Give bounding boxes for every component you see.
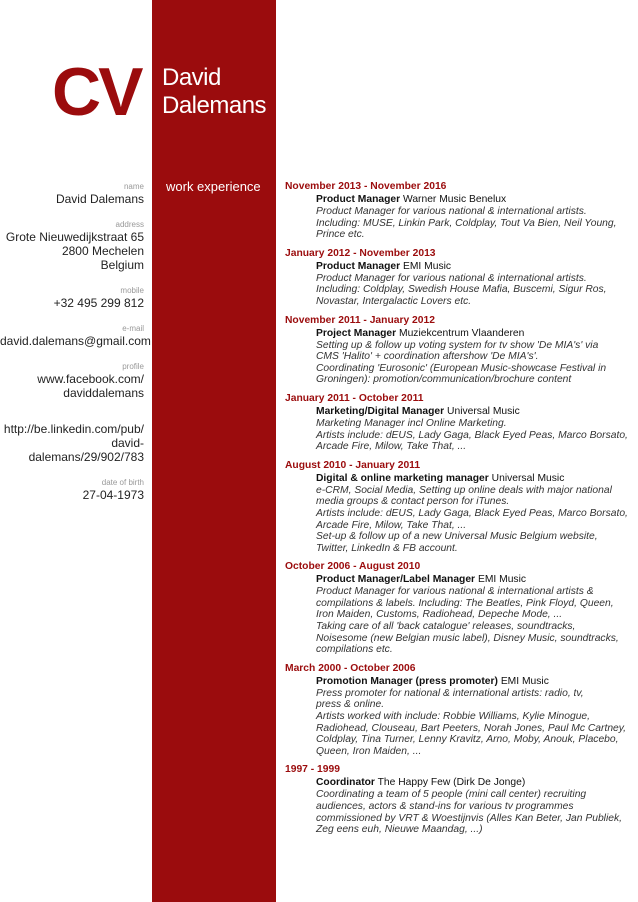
contact-mobile <box>0 286 144 310</box>
job-company: Warner Music Benelux <box>402 194 507 205</box>
first-name: David <box>162 64 221 91</box>
job-description: Press promoter for national & international artists: radio, tv, press & online. Artists worked with include: Robbie Williams, Kylie Minogue, Radiohead, Clouseau, Bart Peeters, Norah Jones, Paul Mc Cartney, Coldplay, Tina Turner, Lenny Kravitz, Arno, Moby, Anouk, Placebo, Queen, Iron Maiden, ... <box>316 687 627 757</box>
job-period: November 2013 - November 2016 <box>285 181 447 192</box>
work-experience-list <box>285 180 630 842</box>
job-period: January 2012 - November 2013 <box>285 247 436 259</box>
contact-label: date of birth <box>101 478 144 487</box>
contact-value: +32 495 299 812 <box>53 296 144 310</box>
job-role: Coordinator <box>316 777 375 789</box>
contact-value: 27-04-1973 <box>82 488 144 502</box>
contact-email <box>0 324 151 348</box>
job-company: Universal Music <box>447 405 520 417</box>
job-description: Coordinating a team of 5 people (mini call center) recruiting audiences, actors & stand-ins for various tv programmes commissioned by VRT & Woestijnvis (Alles Kan Beter, Jan Publiek, Zeg eens euh, Nieuwe Maandag, ...) <box>316 789 622 836</box>
accent-column <box>152 0 276 902</box>
job-company: EMI Music <box>500 675 549 687</box>
job-entry <box>285 662 630 758</box>
job-entry <box>285 247 630 308</box>
job-entry <box>285 314 630 386</box>
job-role: Product Manager/Label Manager <box>316 574 476 586</box>
job-company: The Happy Few (Dirk De Jonge) <box>377 777 526 789</box>
contact-birthdate <box>0 478 144 502</box>
job-role: Promotion Manager (press promoter) <box>316 675 498 687</box>
job-period: August 2010 - January 2011 <box>285 459 421 471</box>
job-role: Digital & online marketing manager <box>316 472 489 484</box>
contact-name <box>0 182 144 206</box>
job-company: EMI Music <box>477 574 527 586</box>
contact-label: address <box>115 220 144 229</box>
contact-value: Grote Nieuwedijkstraat 65 2800 Mechelen Belgium <box>5 230 144 272</box>
job-entry <box>285 392 630 453</box>
contact-linkedin <box>0 422 144 464</box>
cv-logo: CV <box>52 54 141 130</box>
job-company: Muziekcentrum Vlaanderen <box>399 327 525 339</box>
facebook-link[interactable]: www.facebook.com/ daviddalemans <box>37 372 144 400</box>
job-entry <box>285 560 630 656</box>
section-title-work-experience: work experience <box>166 179 261 194</box>
contact-column <box>0 182 151 516</box>
job-period: November 2011 - January 2012 <box>285 314 435 326</box>
contact-label: profile <box>122 362 144 371</box>
job-description: Product Manager for various national & international artists & compilations & labels. Including: The Beatles, Pink Floyd, Queen, Iron Maiden, Customs, Radiohead, Depeche Mode, ... Taking care of all 'back catalogue' releases, soundtracks, Noisesome (new Belgian music label), Disney Music, soundtracks, compilations etc. <box>316 586 619 656</box>
job-company: Universal Music <box>491 472 565 484</box>
job-entry <box>285 459 630 555</box>
contact-address <box>0 220 144 272</box>
job-role: Product Manager <box>316 194 401 205</box>
candidate-name <box>162 64 266 120</box>
email-link[interactable]: david.dalemans@gmail.com <box>0 334 151 348</box>
job-period: January 2011 - October 2011 <box>285 392 424 404</box>
contact-label: e-mail <box>122 324 144 333</box>
job-description: Product Manager for various national & international artists. Including: Coldplay, Swedish House Mafia, Buscemi, Sigur Ros, Novastar, Intergalactic Lovers etc. <box>316 272 607 307</box>
job-role: Marketing/Digital Manager <box>316 405 445 417</box>
job-entry <box>285 763 630 835</box>
contact-value: David Dalemans <box>55 192 144 206</box>
job-period: March 2000 - October 2006 <box>285 662 416 674</box>
job-description: Marketing Manager incl Online Marketing. Artists include: dEUS, Lady Gaga, Black Eyed Peas, Marco Borsato, Arcade Fire, Milow, Take That, ... <box>316 417 628 453</box>
job-entry <box>285 180 630 241</box>
contact-label: mobile <box>120 286 144 295</box>
job-description: e-CRM, Social Media, Setting up online deals with major national media groups & contact person for iTunes. Artists include: dEUS, Lady Gaga, Black Eyed Peas, Marco Borsato, Arcade Fire, Milow, Take That, ... Set-up & follow up of a new Universal Music Belgium website, Twitter, LinkedIn & FB account. <box>316 484 628 554</box>
job-description: Product Manager for various national & international artists. Including: MUSE, Linkin Park, Coldplay, Tout Va Bien, Neil Young, Prince etc. <box>316 206 617 241</box>
job-role: Product Manager <box>316 260 401 272</box>
contact-label: name <box>123 182 144 191</box>
job-company: EMI Music <box>402 260 452 272</box>
linkedin-link[interactable]: http://be.linkedin.com/pub/ david-dalemans/29/902/783 <box>3 422 144 464</box>
job-description: Setting up & follow up voting system for tv show 'De MIA's' via CMS 'Halito' + coordination aftershow 'De MIA's'. Coordinating 'Eurosonic' (European Music-showcase Festival in Groningen): promotion/communication/brochure content <box>316 339 607 386</box>
job-role: Project Manager <box>316 327 397 339</box>
job-period: 1997 - 1999 <box>285 764 340 776</box>
last-name: Dalemans <box>162 92 267 119</box>
job-period: October 2006 - August 2010 <box>285 561 421 573</box>
contact-profile <box>0 362 144 400</box>
